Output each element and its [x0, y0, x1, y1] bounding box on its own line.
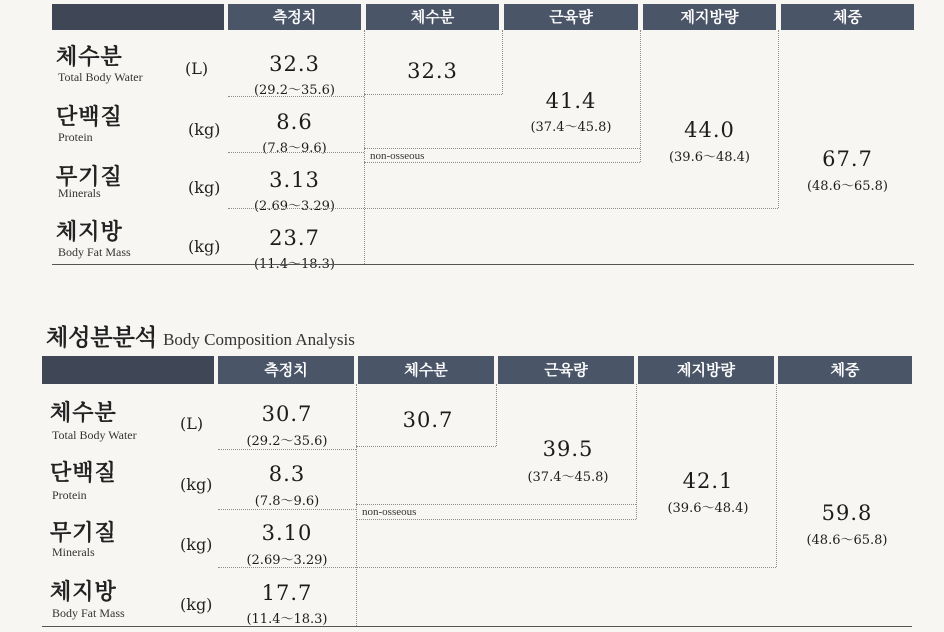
weight-range: (48.6～65.8) [806, 533, 888, 548]
muscle-range: (37.4～45.8) [527, 470, 609, 485]
measured-range: (7.8～9.6) [254, 494, 320, 509]
row-label-ko: 체수분 [50, 401, 117, 426]
divider [228, 208, 778, 209]
measured-range: (11.4～18.3) [246, 612, 328, 627]
measured-range: (2.69～3.29) [253, 199, 336, 214]
row-label-ko: 무기질 [56, 165, 123, 190]
divider [364, 30, 365, 264]
row-label-en: Total Body Water [58, 70, 143, 84]
table-bottom-rule [42, 626, 912, 627]
section-title-korean: 체성분분석 [46, 325, 158, 351]
non-osseous-label: non-osseous [370, 150, 425, 162]
measured-value: 3.13 [269, 168, 320, 192]
fat-free-range: (39.6～48.4) [668, 150, 751, 165]
header-blank [42, 356, 214, 384]
weight-value: 59.8 [821, 501, 873, 525]
divider [218, 509, 356, 510]
divider [356, 446, 496, 447]
divider [364, 94, 502, 95]
row-label-en: Minerals [58, 186, 101, 200]
divider [228, 152, 364, 153]
row-unit: (kg) [188, 178, 221, 197]
divider [778, 30, 779, 208]
muscle-range: (37.4～45.8) [530, 120, 612, 135]
divider [502, 30, 503, 94]
measured-value: 8.3 [268, 462, 306, 486]
measured-range: (29.2～35.6) [253, 83, 336, 98]
measured-range: (29.2～35.6) [246, 434, 328, 449]
row-label-en: Protein [52, 488, 87, 502]
measured-value: 8.6 [276, 110, 313, 134]
row-unit: (kg) [180, 475, 213, 494]
measured-value: 3.10 [261, 521, 313, 545]
muscle-value: 39.5 [542, 437, 594, 461]
fat-free-value: 42.1 [682, 469, 734, 493]
measured-range: (7.8～9.6) [262, 141, 327, 156]
header-muscle: 근육량 [504, 4, 638, 30]
header-blank [52, 4, 224, 30]
row-label-en: Protein [58, 130, 93, 144]
section-title-english: Body Composition Analysis [163, 330, 355, 349]
header-fat-free-mass: 제지방량 [638, 356, 774, 384]
row-label-en: Total Body Water [52, 428, 137, 442]
divider [356, 519, 636, 520]
weight-range: (48.6～65.8) [806, 179, 889, 194]
divider [364, 148, 640, 149]
measured-value: 32.3 [269, 52, 320, 76]
header-measured: 측정치 [218, 356, 354, 384]
body-water-value: 30.7 [402, 408, 454, 432]
section-title [46, 319, 355, 352]
row-unit: (kg) [180, 535, 213, 554]
divider [496, 384, 497, 446]
divider [636, 384, 637, 519]
header-weight: 체중 [781, 4, 914, 30]
row-label-ko: 단백질 [56, 105, 123, 130]
body-water-value: 32.3 [407, 59, 458, 83]
header-muscle: 근육량 [498, 356, 634, 384]
divider [228, 96, 364, 97]
measured-range: (2.69～3.29) [246, 553, 328, 568]
row-label-ko: 무기질 [50, 521, 117, 546]
header-measured: 측정치 [228, 4, 361, 30]
header-fat-free-mass: 제지방량 [643, 4, 776, 30]
row-unit: (kg) [180, 595, 213, 614]
divider [218, 449, 356, 450]
measured-value: 17.7 [261, 581, 313, 605]
row-unit: (kg) [188, 237, 221, 256]
fat-free-value: 44.0 [684, 118, 735, 142]
row-label-ko: 체지방 [50, 580, 117, 605]
row-label-ko: 단백질 [50, 461, 117, 486]
measured-value: 30.7 [261, 402, 313, 426]
row-label-en: Body Fat Mass [58, 245, 131, 259]
divider [356, 504, 636, 505]
row-label-en: Minerals [52, 545, 95, 559]
muscle-value: 41.4 [545, 89, 597, 113]
divider [364, 162, 640, 163]
measured-value: 23.7 [269, 226, 320, 250]
measured-range: (11.4～18.3) [253, 257, 336, 272]
header-body-water: 체수분 [358, 356, 494, 384]
row-unit: (L) [185, 59, 209, 78]
header-weight: 체중 [778, 356, 912, 384]
weight-value: 67.7 [822, 147, 873, 171]
header-body-water: 체수분 [366, 4, 499, 30]
row-label-ko: 체수분 [56, 45, 123, 70]
divider [218, 567, 776, 568]
row-label-ko: 체지방 [56, 220, 123, 245]
divider [776, 384, 777, 567]
non-osseous-label: non-osseous [362, 506, 417, 518]
row-unit: (L) [180, 414, 204, 433]
row-unit: (kg) [188, 120, 221, 139]
row-label-en: Body Fat Mass [52, 606, 125, 620]
divider [640, 30, 641, 162]
fat-free-range: (39.6～48.4) [667, 501, 749, 516]
table-bottom-rule [52, 264, 914, 265]
divider [356, 384, 357, 626]
